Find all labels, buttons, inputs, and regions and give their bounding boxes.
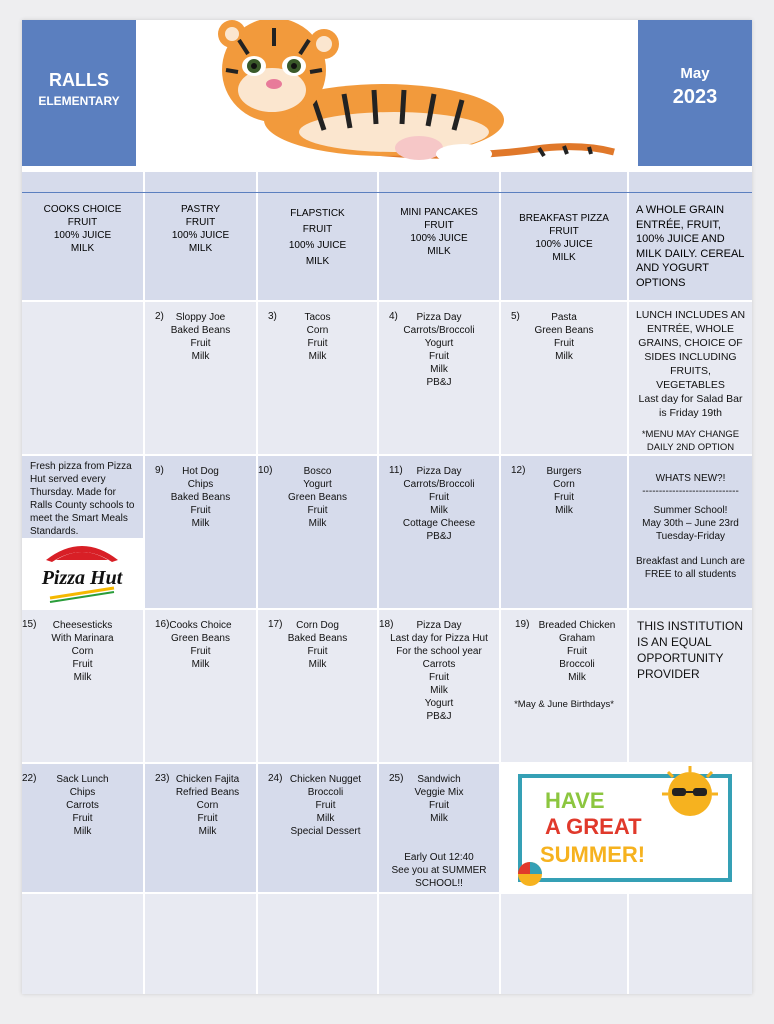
week1-monday-cell (22, 302, 143, 454)
menu-item: Corn Dog (296, 620, 339, 631)
week1-wednesday-cell (258, 302, 377, 454)
menu-item: Cheesesticks (52, 620, 113, 631)
menu-item: Yogurt (424, 698, 454, 709)
menu-item: Carrots/Broccoli (403, 479, 475, 490)
month-label: May (680, 65, 710, 82)
menu-item: Green Beans (171, 633, 230, 644)
empty-cell (501, 894, 627, 994)
week3-tuesday-cell (145, 610, 256, 762)
menu-item: Baked Beans (170, 325, 231, 336)
menu-item: Sandwich (417, 774, 461, 785)
menu-item: Green Beans (288, 492, 347, 503)
have-a-great-summer-graphic (500, 764, 752, 892)
equal-opportunity-text: THIS INSTITUTION IS AN EQUAL OPPORTUNITY PROVIDER (637, 619, 743, 681)
menu-item: Milk (430, 505, 448, 516)
breakfast-wednesday (258, 206, 377, 270)
date-number: 9) (155, 465, 164, 476)
menu-item: Pasta (551, 312, 577, 323)
breakfast-note: A WHOLE GRAIN ENTRÉE, FRUIT, 100% JUICE AND MILK DAILY. CEREAL AND YOGURT OPTIONS (636, 204, 745, 289)
svg-text:Pizza Hut: Pizza Hut (41, 567, 123, 589)
menu-item: For the school year (396, 646, 482, 657)
menu-item: 100% JUICE (410, 233, 468, 244)
menu-item: Milk (568, 672, 586, 683)
empty-cell (258, 894, 377, 994)
menu-item: MILK (188, 243, 213, 254)
menu-item: Fruit (72, 813, 93, 824)
school-name-line2: ELEMENTARY (38, 94, 120, 108)
date-number: 12) (511, 465, 526, 476)
date-number: 2) (155, 311, 164, 322)
menu-item: Milk (73, 672, 92, 683)
menu-item: Pizza Day (416, 312, 462, 323)
menu-item: Baked Beans (170, 492, 231, 503)
svg-text:HAVE: HAVE (545, 788, 605, 813)
menu-item: Fruit (429, 351, 449, 362)
week2-thursday-cell (379, 456, 499, 608)
menu-item: Fruit (72, 659, 93, 670)
date-number: 17) (268, 619, 283, 630)
date-number: 11) (389, 465, 403, 476)
menu-item: Veggie Mix (414, 787, 464, 798)
menu-item: Burgers (546, 466, 582, 477)
menu-item: Corn (306, 325, 329, 336)
menu-item: MILK (305, 256, 330, 267)
week2-wednesday-cell (258, 456, 377, 608)
week4-monday-cell (22, 764, 143, 892)
menu-item: Milk (308, 659, 327, 670)
menu-item: Hot Dog (182, 466, 219, 477)
menu-item: Fruit (307, 338, 328, 349)
week1-thursday-cell (379, 302, 499, 454)
menu-item: FRUIT (185, 217, 216, 228)
menu-item: Milk (191, 659, 210, 670)
menu-item: PB&J (426, 711, 452, 722)
menu-item: Fruit (197, 813, 218, 824)
menu-item: Refried Beans (175, 787, 240, 798)
menu-item: Milk (430, 364, 448, 375)
menu-item: Sloppy Joe (175, 312, 226, 323)
week4-wednesday-cell (258, 764, 377, 892)
menu-item: Corn (196, 800, 219, 811)
menu-item: Milk (73, 826, 92, 837)
week1-tuesday-cell (145, 302, 256, 454)
menu-item: Yogurt (303, 479, 332, 490)
week4-thursday-cell (379, 764, 499, 892)
date-number: 16) (155, 619, 170, 630)
menu-item: Special Dessert (290, 826, 361, 837)
date-number: 23) (155, 773, 170, 784)
menu-item: Graham (558, 633, 596, 644)
menu-item: Cooks Choice (169, 620, 232, 631)
menu-item: Chicken Fajita (175, 774, 240, 785)
svg-text:SUMMER!: SUMMER! (540, 842, 646, 867)
date-number: 4) (389, 311, 398, 322)
menu-item: Fruit (307, 646, 328, 657)
date-number: 19) (515, 619, 530, 630)
menu-item: Yogurt (424, 338, 454, 349)
menu-item: Milk (191, 351, 210, 362)
equal-opportunity-cell (629, 610, 752, 762)
menu-change-note: *MENU MAY CHANGE DAILY 2ND OPTION (641, 429, 740, 453)
menu-item: Carrots (66, 800, 99, 811)
salad-bar-note: Last day for Salad Bar is Friday 19th (638, 393, 743, 419)
date-number: 3) (268, 311, 277, 322)
week2-monday-cell (22, 456, 143, 608)
week3-friday-cell (501, 610, 627, 762)
year-label: 2023 (672, 86, 718, 108)
menu-item: Fruit (567, 646, 587, 657)
menu-item: PB&J (426, 377, 452, 388)
menu-item: Corn (71, 646, 94, 657)
date-number: 25) (389, 773, 404, 784)
menu-item: Fruit (554, 492, 574, 503)
menu-item: COOKS CHOICE (43, 204, 122, 215)
menu-item: Milk (191, 518, 210, 529)
menu-item: Milk (555, 351, 573, 362)
whats-new-title: WHATS NEW?! (655, 473, 726, 484)
date-number: 10) (258, 465, 273, 476)
menu-item: MILK (427, 246, 451, 257)
menu-item: FLAPSTICK (290, 208, 345, 219)
beach-ball-icon (518, 862, 542, 886)
menu-item: Milk (308, 351, 327, 362)
menu-item: Baked Beans (287, 633, 348, 644)
menu-item: Chips (69, 787, 96, 798)
week1-info-cell (629, 302, 752, 454)
week2-friday-cell (501, 456, 627, 608)
menu-item: Milk (430, 685, 448, 696)
pizza-hut-note: Fresh pizza from Pizza Hut served every Thursday. Made for Ralls County schools to meet the Smart Meals Standards. (30, 461, 135, 537)
menu-item: 100% JUICE (535, 239, 593, 250)
menu-item: Broccoli (559, 659, 595, 670)
menu-item: MILK (552, 252, 576, 263)
menu-item: Pizza Day (416, 620, 462, 631)
lunch-info-text: LUNCH INCLUDES AN ENTRÉE, WHOLE GRAINS, CHOICE OF SIDES INCLUDING FRUITS, VEGETABLES (635, 309, 746, 391)
date-number: 15) (22, 619, 37, 630)
menu-item: Bosco (303, 466, 332, 477)
menu-item: BREAKFAST PIZZA (519, 213, 609, 224)
menu-item: Milk (316, 813, 335, 824)
summer-school-days: Tuesday-Friday (655, 531, 726, 542)
week4-tuesday-cell (145, 764, 256, 892)
menu-item: Chips (187, 479, 214, 490)
menu-item: Carrots/Broccoli (403, 325, 475, 336)
menu-item: Fruit (429, 492, 449, 503)
menu-item: Carrots (422, 659, 456, 670)
menu-item: Fruit (429, 672, 449, 683)
menu-item: 100% JUICE (288, 240, 347, 251)
menu-item: Fruit (307, 505, 328, 516)
summer-school-text: Summer School! (653, 505, 728, 516)
week2-tuesday-cell (145, 456, 256, 608)
free-meals-text: Breakfast and Lunch are FREE to all students (636, 556, 745, 580)
menu-item: Corn (553, 479, 575, 490)
menu-item: Broccoli (307, 787, 344, 798)
menu-item: Fruit (190, 646, 211, 657)
week3-monday-cell (22, 610, 143, 762)
menu-item: PB&J (426, 531, 452, 542)
date-number: 22) (22, 773, 37, 784)
tiger-illustration (144, 20, 634, 170)
menu-item: Fruit (190, 505, 211, 516)
menu-item: Fruit (554, 338, 574, 349)
menu-item: Green Beans (534, 325, 594, 336)
menu-item: Sack Lunch (56, 774, 109, 785)
menu-item: FRUIT (549, 226, 579, 237)
summer-school-dates: May 30th – June 23rd (642, 518, 739, 529)
week2-info-cell (629, 456, 752, 608)
menu-item: Last day for Pizza Hut (390, 633, 488, 644)
menu-item: FRUIT (302, 224, 333, 235)
school-name-line1: RALLS (49, 70, 109, 90)
menu-item: Fruit (190, 338, 211, 349)
date-number: 24) (268, 773, 283, 784)
empty-cell (22, 894, 143, 994)
week3-wednesday-cell (258, 610, 377, 762)
menu-item: Milk (198, 826, 217, 837)
menu-item: Milk (430, 813, 448, 824)
menu-item: Cottage Cheese (402, 518, 476, 529)
breakfast-monday (22, 203, 143, 255)
menu-item: Fruit (315, 800, 336, 811)
menu-item: Chicken Nugget (289, 774, 362, 785)
menu-item: Milk (555, 505, 573, 516)
menu-item: FRUIT (424, 220, 454, 231)
summer-school-note: See you at SUMMER SCHOOL!! (391, 865, 487, 889)
breakfast-friday (501, 212, 627, 264)
menu-item: Milk (308, 518, 327, 529)
menu-item: MINI PANCAKES (400, 207, 478, 218)
divider-line: ----------------------------- (642, 486, 739, 497)
menu-item: PASTRY (180, 204, 221, 215)
empty-cell (145, 894, 256, 994)
birthdays-note: *May & June Birthdays* (514, 699, 614, 710)
menu-item: FRUIT (67, 217, 98, 228)
svg-text:A GREAT: A GREAT (545, 814, 642, 839)
menu-item: Pizza Day (416, 466, 462, 477)
week1-friday-cell (501, 302, 627, 454)
menu-item: MILK (70, 243, 95, 254)
week3-thursday-cell (379, 610, 499, 762)
school-name-box (22, 20, 136, 166)
breakfast-tuesday (145, 203, 256, 255)
menu-item: 100% JUICE (171, 230, 230, 241)
menu-item: With Marinara (51, 633, 114, 644)
menu-item: Breaded Chicken (538, 620, 616, 631)
empty-cell (379, 894, 499, 994)
breakfast-thursday (379, 206, 499, 258)
menu-page (22, 20, 752, 994)
empty-cell (629, 894, 752, 994)
pizza-hut-logo (22, 538, 143, 608)
header-divider (22, 192, 752, 193)
date-number: 18) (379, 619, 394, 630)
menu-item: Fruit (429, 800, 449, 811)
menu-item: Tacos (304, 312, 331, 323)
month-box (638, 20, 752, 166)
early-out-note: Early Out 12:40 (404, 852, 474, 863)
menu-item: 100% JUICE (53, 230, 112, 241)
date-number: 5) (511, 311, 520, 322)
